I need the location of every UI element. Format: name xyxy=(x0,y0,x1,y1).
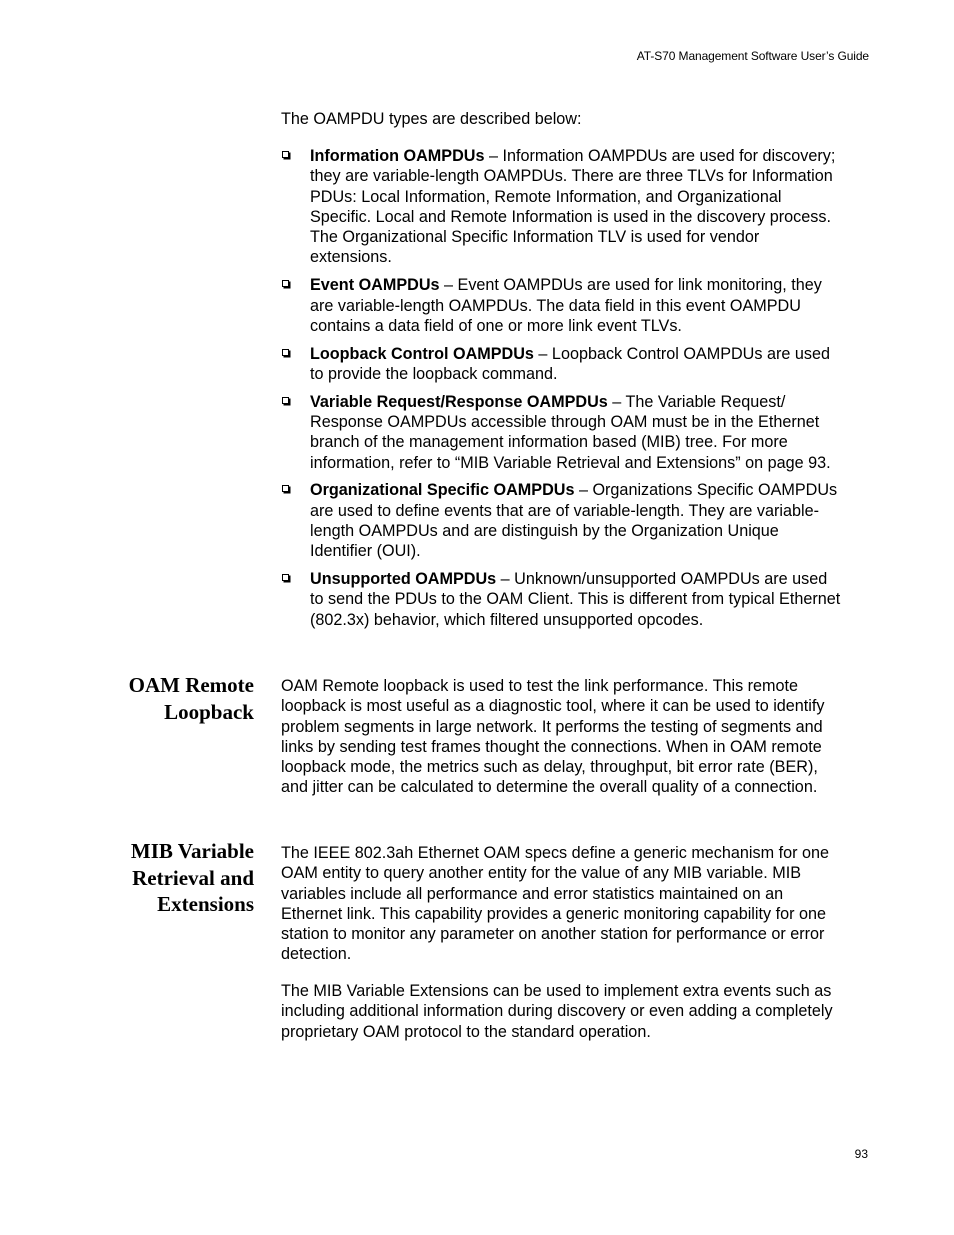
section-heading-mib-variable xyxy=(131,838,254,918)
heading-line: OAM Remote xyxy=(128,673,254,697)
item-term: Event OAMPDUs xyxy=(310,276,440,295)
item-description: – Loopback Control OAMPDUs are used to provide the loopback command. xyxy=(310,344,830,383)
list-item xyxy=(281,275,841,336)
list-item xyxy=(281,344,841,385)
item-description: – Information OAMPDUs are used for discovery; they are variable-length OAMPDUs. There are three TLVs for Information PDUs: Local Information, Remote Information, and Organizational Specific. Local and Remote Information is used in the discovery process. The Organizational Specific Information TLV is used for vendor extensions. xyxy=(310,147,836,267)
heading-line: Extensions xyxy=(157,892,254,916)
item-description: – Event OAMPDUs are used for link monitoring, they are variable-length OAMPDUs. The data field in this event OAMPDU contains a data field of one or more link event TLVs. xyxy=(310,276,822,335)
list-item xyxy=(281,480,841,561)
checkbox-bullet-icon xyxy=(282,574,289,581)
checkbox-bullet-icon xyxy=(282,349,289,356)
item-description: – Organizations Specific OAMPDUs are used to define events that are of variable-length. They are variable-length OAMPDUs and are distinguish by the Organization Unique Identifier (OUI). xyxy=(310,481,838,561)
intro-text: The OAMPDU types are described below: xyxy=(281,110,582,128)
checkbox-bullet-icon xyxy=(282,151,289,158)
heading-line: Retrieval and xyxy=(132,865,254,890)
checkbox-bullet-icon xyxy=(282,397,289,404)
list-item xyxy=(281,392,841,473)
item-term: Variable Request/Response OAMPDUs xyxy=(310,392,608,411)
running-header: AT-S70 Management Software User’s Guide xyxy=(636,49,869,63)
mib-variable-paragraph-2: The MIB Variable Extensions can be used to implement extra events such as including additional information during discovery or even adding a completely proprietary OAM protocol to the standard operation. xyxy=(281,982,833,1041)
mib-variable-paragraph-1: The IEEE 802.3ah Ethernet OAM specs define a generic mechanism for one OAM entity to query another entity for the value of any MIB variable. MIB variables include all performance and error statistics maintained on an Ethernet link. This capability provides a generic monitoring capability for one station to monitor any parameter on another station for performance or error detection. xyxy=(281,844,829,964)
page-number: 93 xyxy=(854,1147,868,1161)
checkbox-bullet-icon xyxy=(282,485,289,492)
checkbox-bullet-icon xyxy=(282,280,289,287)
list-item xyxy=(281,146,841,268)
section-heading-oam-remote-loopback xyxy=(129,672,254,725)
item-term: Organizational Specific OAMPDUs xyxy=(310,481,575,500)
item-term: Unsupported OAMPDUs xyxy=(310,570,497,589)
item-term: Information OAMPDUs xyxy=(310,147,485,165)
item-description: – The Variable Request/ Response OAMPDUs accessible through OAM must be in the Ethernet branch of the management information based (MIB) tree. For more information, refer to “MIB Variable Retrieval and Extensions” on page 93. xyxy=(310,392,831,472)
item-term: Loopback Control OAMPDUs xyxy=(310,344,534,363)
list-item xyxy=(281,569,841,630)
heading-line: MIB Variable xyxy=(130,839,254,863)
item-description: – Unknown/unsupported OAMPDUs are used to send the PDUs to the OAM Client. This is different from typical Ethernet (802.3x) behavior, which filtered unsupported opcodes. xyxy=(310,570,841,629)
oampdu-type-list xyxy=(281,146,841,638)
heading-line: Loopback xyxy=(164,699,254,724)
oam-remote-loopback-paragraph: OAM Remote loopback is used to test the link performance. This remote loopback is most useful as a diagnostic tool, where it can be used to identify problem segments in large network. It performs the testing of segments and links by sending test frames thought the connections. When in OAM remote loopback mode, the metrics such as delay, throughput, bit error rate (BER), and jitter can be calculated to determine the overall quality of a connection. xyxy=(281,677,825,797)
